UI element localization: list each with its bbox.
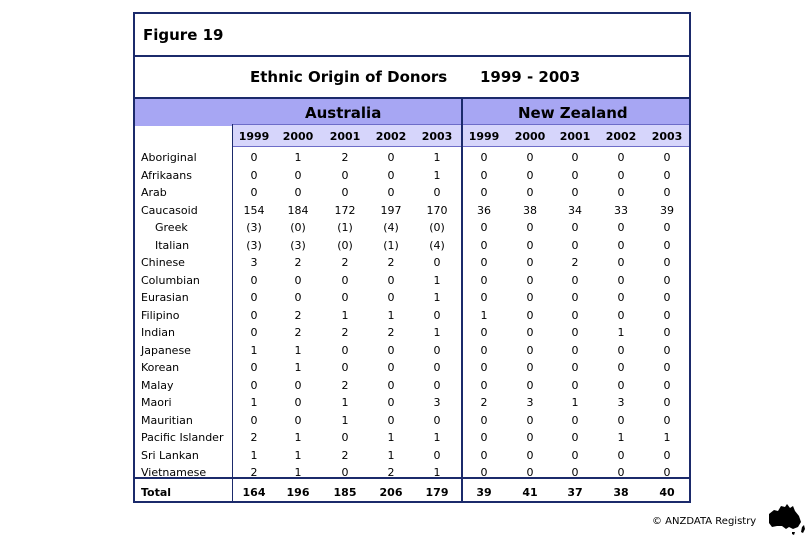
cell-arab-nz-2002: 0 bbox=[617, 186, 625, 199]
cell-filipino-nz-2002: 0 bbox=[617, 308, 625, 322]
cell-indian-aus-2000: 2 bbox=[294, 326, 302, 339]
year-header-aus-2001: 2001 bbox=[329, 130, 361, 143]
cell-caucasoid-nz-2002: 33 bbox=[614, 203, 628, 217]
row-label-mauritian: Mauritian bbox=[141, 413, 193, 427]
cell-indian-aus-2001: 2 bbox=[341, 326, 349, 339]
cell-filipino-aus-2000: 2 bbox=[294, 308, 302, 322]
cell-maori-nz-2002: 3 bbox=[617, 396, 625, 409]
cell-eurasian-nz-2002: 0 bbox=[617, 291, 625, 304]
row-label-pacific-islander: Pacific Islander bbox=[141, 431, 224, 444]
total-label: Total bbox=[141, 486, 172, 499]
row-label-aboriginal: Aboriginal bbox=[141, 151, 197, 164]
cell-caucasoid-aus-2003: 170 bbox=[426, 203, 448, 217]
cell-maori-aus-2003: 3 bbox=[433, 396, 441, 409]
cell-sri-lankan-nz-2001: 0 bbox=[571, 448, 579, 462]
cell-korean-aus-2001: 0 bbox=[341, 361, 349, 374]
cell-italian-nz-2002: 0 bbox=[617, 238, 625, 252]
total-nz-1999: 39 bbox=[476, 486, 492, 499]
total-nz-2000: 41 bbox=[522, 486, 538, 499]
cell-greek-nz-2000: 0 bbox=[526, 221, 534, 234]
cell-vietnamese-aus-2001: 0 bbox=[341, 466, 349, 479]
cell-mauritian-nz-2000: 0 bbox=[526, 413, 534, 427]
region-australia: Australia bbox=[305, 104, 382, 122]
cell-malay-aus-2003: 0 bbox=[433, 378, 441, 392]
cell-eurasian-nz-2000: 0 bbox=[526, 291, 534, 304]
cell-malay-aus-2002: 0 bbox=[387, 378, 395, 392]
cell-filipino-aus-2003: 0 bbox=[433, 308, 441, 322]
year-header-nz-1999: 1999 bbox=[468, 130, 500, 143]
cell-sri-lankan-aus-2001: 2 bbox=[341, 448, 349, 462]
row-label-sri-lankan: Sri Lankan bbox=[141, 448, 199, 462]
cell-eurasian-nz-2003: 0 bbox=[663, 291, 671, 304]
cell-korean-nz-2003: 0 bbox=[663, 361, 671, 374]
cell-malay-aus-2000: 0 bbox=[294, 378, 302, 392]
cell-vietnamese-aus-2002: 2 bbox=[387, 466, 395, 479]
cell-maori-nz-2000: 3 bbox=[526, 396, 534, 409]
cell-maori-aus-1999: 1 bbox=[250, 396, 258, 409]
cell-eurasian-aus-2000: 0 bbox=[294, 291, 302, 304]
cell-japanese-aus-2001: 0 bbox=[341, 343, 349, 357]
year-header-nz-2002: 2002 bbox=[605, 130, 637, 143]
cell-eurasian-aus-2001: 0 bbox=[341, 291, 349, 304]
cell-chinese-nz-2003: 0 bbox=[663, 256, 671, 269]
cell-chinese-nz-1999: 0 bbox=[480, 256, 488, 269]
cell-columbian-aus-1999: 0 bbox=[250, 273, 258, 287]
cell-malay-nz-2001: 0 bbox=[571, 378, 579, 392]
cell-maori-aus-2000: 0 bbox=[294, 396, 302, 409]
cell-japanese-aus-2000: 1 bbox=[294, 343, 302, 357]
cell-afrikaans-nz-2003: 0 bbox=[663, 168, 671, 182]
cell-columbian-aus-2000: 0 bbox=[294, 273, 302, 287]
cell-indian-nz-2000: 0 bbox=[526, 326, 534, 339]
cell-chinese-aus-2000: 2 bbox=[294, 256, 302, 269]
cell-japanese-nz-1999: 0 bbox=[480, 343, 488, 357]
cell-japanese-nz-2000: 0 bbox=[526, 343, 534, 357]
cell-italian-nz-2001: 0 bbox=[571, 238, 579, 252]
cell-mauritian-aus-2002: 0 bbox=[387, 413, 395, 427]
row-label-korean: Korean bbox=[141, 361, 180, 374]
cell-japanese-aus-2003: 0 bbox=[433, 343, 441, 357]
cell-columbian-aus-2001: 0 bbox=[341, 273, 349, 287]
year-header-nz-2003: 2003 bbox=[651, 130, 683, 143]
cell-italian-aus-1999: (3) bbox=[246, 238, 262, 252]
row-label-malay: Malay bbox=[141, 378, 174, 392]
cell-korean-aus-2000: 1 bbox=[294, 361, 302, 374]
cell-pacific-islander-nz-1999: 0 bbox=[480, 431, 488, 444]
cell-mauritian-aus-2001: 1 bbox=[341, 413, 349, 427]
year-header-nz-2000: 2000 bbox=[514, 130, 546, 143]
cell-eurasian-aus-2002: 0 bbox=[387, 291, 395, 304]
row-label-greek: Greek bbox=[155, 221, 188, 234]
total-aus-2000: 196 bbox=[286, 486, 310, 499]
row-label-caucasoid: Caucasoid bbox=[141, 203, 198, 217]
cell-korean-aus-2002: 0 bbox=[387, 361, 395, 374]
cell-filipino-nz-1999: 1 bbox=[480, 308, 488, 322]
total-aus-2001: 185 bbox=[333, 486, 357, 499]
cell-japanese-nz-2001: 0 bbox=[571, 343, 579, 357]
total-aus-2002: 206 bbox=[379, 486, 403, 499]
total-nz-2003: 40 bbox=[659, 486, 675, 499]
cell-arab-aus-2000: 0 bbox=[294, 186, 302, 199]
cell-indian-aus-2002: 2 bbox=[387, 326, 395, 339]
cell-vietnamese-nz-1999: 0 bbox=[480, 466, 488, 479]
cell-afrikaans-aus-2003: 1 bbox=[433, 168, 441, 182]
cell-eurasian-aus-1999: 0 bbox=[250, 291, 258, 304]
cell-indian-nz-1999: 0 bbox=[480, 326, 488, 339]
cell-arab-nz-1999: 0 bbox=[480, 186, 488, 199]
cell-sri-lankan-nz-2000: 0 bbox=[526, 448, 534, 462]
row-label-arab: Arab bbox=[141, 186, 167, 199]
copyright-footer: © ANZDATA Registry bbox=[652, 516, 757, 527]
cell-mauritian-nz-2003: 0 bbox=[663, 413, 671, 427]
cell-malay-aus-2001: 2 bbox=[341, 378, 349, 392]
cell-italian-nz-2000: 0 bbox=[526, 238, 534, 252]
total-divider bbox=[135, 477, 689, 479]
cell-mauritian-aus-2000: 0 bbox=[294, 413, 302, 427]
cell-aboriginal-nz-2002: 0 bbox=[617, 151, 625, 164]
cell-afrikaans-aus-2002: 0 bbox=[387, 168, 395, 182]
cell-sri-lankan-aus-1999: 1 bbox=[250, 448, 258, 462]
cell-columbian-nz-1999: 0 bbox=[480, 273, 488, 287]
row-label-afrikaans: Afrikaans bbox=[141, 168, 192, 182]
cell-italian-aus-2002: (1) bbox=[383, 238, 399, 252]
cell-greek-aus-2000: (0) bbox=[290, 221, 306, 234]
cell-greek-aus-2001: (1) bbox=[337, 221, 353, 234]
cell-chinese-nz-2000: 0 bbox=[526, 256, 534, 269]
cell-sri-lankan-nz-1999: 0 bbox=[480, 448, 488, 462]
cell-filipino-nz-2001: 0 bbox=[571, 308, 579, 322]
cell-arab-aus-2003: 0 bbox=[433, 186, 441, 199]
cell-chinese-aus-2001: 2 bbox=[341, 256, 349, 269]
cell-filipino-aus-2001: 1 bbox=[341, 308, 349, 322]
cell-arab-nz-2001: 0 bbox=[571, 186, 579, 199]
cell-pacific-islander-nz-2003: 1 bbox=[663, 431, 671, 444]
cell-greek-aus-1999: (3) bbox=[246, 221, 262, 234]
total-nz-2002: 38 bbox=[613, 486, 629, 499]
cell-chinese-nz-2001: 2 bbox=[571, 256, 579, 269]
cell-pacific-islander-aus-2000: 1 bbox=[294, 431, 302, 444]
cell-arab-aus-1999: 0 bbox=[250, 186, 258, 199]
cell-columbian-aus-2003: 1 bbox=[433, 273, 441, 287]
cell-filipino-nz-2000: 0 bbox=[526, 308, 534, 322]
cell-chinese-aus-1999: 3 bbox=[250, 256, 258, 269]
cell-sri-lankan-aus-2003: 0 bbox=[433, 448, 441, 462]
cell-mauritian-nz-2001: 0 bbox=[571, 413, 579, 427]
cell-filipino-nz-2003: 0 bbox=[663, 308, 671, 322]
cell-indian-aus-1999: 0 bbox=[250, 326, 258, 339]
cell-columbian-nz-2002: 0 bbox=[617, 273, 625, 287]
year-header-nz-2001: 2001 bbox=[559, 130, 591, 143]
cell-afrikaans-nz-2001: 0 bbox=[571, 168, 579, 182]
cell-vietnamese-nz-2002: 0 bbox=[617, 466, 625, 479]
cell-malay-nz-1999: 0 bbox=[480, 378, 488, 392]
cell-greek-nz-2001: 0 bbox=[571, 221, 579, 234]
cell-greek-aus-2003: (0) bbox=[429, 221, 445, 234]
cell-pacific-islander-nz-2002: 1 bbox=[617, 431, 625, 444]
region-header-band bbox=[135, 97, 689, 126]
cell-chinese-nz-2002: 0 bbox=[617, 256, 625, 269]
cell-italian-aus-2003: (4) bbox=[429, 238, 445, 252]
cell-filipino-aus-2002: 1 bbox=[387, 308, 395, 322]
cell-italian-aus-2000: (3) bbox=[290, 238, 306, 252]
cell-sri-lankan-nz-2003: 0 bbox=[663, 448, 671, 462]
cell-korean-aus-1999: 0 bbox=[250, 361, 258, 374]
row-label-indian: Indian bbox=[141, 326, 175, 339]
cell-italian-nz-1999: 0 bbox=[480, 238, 488, 252]
cell-caucasoid-aus-2000: 184 bbox=[287, 203, 309, 217]
cell-japanese-aus-1999: 1 bbox=[250, 343, 258, 357]
cell-aboriginal-nz-2000: 0 bbox=[526, 151, 534, 164]
cell-afrikaans-nz-2000: 0 bbox=[526, 168, 534, 182]
cell-arab-aus-2001: 0 bbox=[341, 186, 349, 199]
cell-sri-lankan-nz-2002: 0 bbox=[617, 448, 625, 462]
cell-caucasoid-aus-2002: 197 bbox=[380, 203, 402, 217]
cell-maori-nz-2003: 0 bbox=[663, 396, 671, 409]
title-divider bbox=[135, 55, 689, 57]
cell-arab-nz-2003: 0 bbox=[663, 186, 671, 199]
cell-aboriginal-nz-2003: 0 bbox=[663, 151, 671, 164]
cell-afrikaans-aus-2000: 0 bbox=[294, 168, 302, 182]
cell-pacific-islander-aus-1999: 2 bbox=[250, 431, 258, 444]
row-label-eurasian: Eurasian bbox=[141, 291, 189, 304]
cell-vietnamese-nz-2000: 0 bbox=[526, 466, 534, 479]
year-header-aus-2003: 2003 bbox=[421, 130, 453, 143]
cell-indian-nz-2001: 0 bbox=[571, 326, 579, 339]
cell-afrikaans-aus-2001: 0 bbox=[341, 168, 349, 182]
cell-chinese-aus-2003: 0 bbox=[433, 256, 441, 269]
cell-aboriginal-aus-2001: 2 bbox=[341, 151, 349, 164]
cell-mauritian-nz-1999: 0 bbox=[480, 413, 488, 427]
cell-columbian-nz-2003: 0 bbox=[663, 273, 671, 287]
cell-pacific-islander-nz-2001: 0 bbox=[571, 431, 579, 444]
row-label-maori: Maori bbox=[141, 396, 172, 409]
cell-malay-nz-2003: 0 bbox=[663, 378, 671, 392]
total-aus-2003: 179 bbox=[425, 486, 449, 499]
cell-caucasoid-nz-2000: 38 bbox=[523, 203, 537, 217]
cell-caucasoid-aus-1999: 154 bbox=[243, 203, 265, 217]
cell-korean-nz-2001: 0 bbox=[571, 361, 579, 374]
cell-arab-nz-2000: 0 bbox=[526, 186, 534, 199]
cell-indian-nz-2003: 0 bbox=[663, 326, 671, 339]
cell-pacific-islander-aus-2001: 0 bbox=[341, 431, 349, 444]
cell-pacific-islander-aus-2003: 1 bbox=[433, 431, 441, 444]
cell-aboriginal-aus-2003: 1 bbox=[433, 151, 441, 164]
cell-greek-nz-2002: 0 bbox=[617, 221, 625, 234]
cell-caucasoid-nz-1999: 36 bbox=[477, 203, 491, 217]
cell-aboriginal-nz-1999: 0 bbox=[480, 151, 488, 164]
cell-maori-aus-2002: 0 bbox=[387, 396, 395, 409]
row-label-japanese: Japanese bbox=[141, 343, 191, 357]
cell-greek-nz-1999: 0 bbox=[480, 221, 488, 234]
total-aus-1999: 164 bbox=[242, 486, 266, 499]
cell-mauritian-aus-2003: 0 bbox=[433, 413, 441, 427]
row-label-vietnamese: Vietnamese bbox=[141, 466, 207, 479]
year-range: 1999 - 2003 bbox=[480, 68, 581, 86]
cell-greek-aus-2002: (4) bbox=[383, 221, 399, 234]
cell-caucasoid-nz-2003: 39 bbox=[660, 203, 674, 217]
cell-maori-nz-1999: 2 bbox=[480, 396, 488, 409]
cell-japanese-aus-2002: 0 bbox=[387, 343, 395, 357]
cell-columbian-nz-2001: 0 bbox=[571, 273, 579, 287]
cell-mauritian-aus-1999: 0 bbox=[250, 413, 258, 427]
cell-aboriginal-aus-2002: 0 bbox=[387, 151, 395, 164]
cell-caucasoid-aus-2001: 172 bbox=[334, 203, 356, 217]
cell-malay-nz-2002: 0 bbox=[617, 378, 625, 392]
cell-eurasian-aus-2003: 1 bbox=[433, 291, 441, 304]
australia-map-logo-icon bbox=[766, 502, 806, 540]
cell-afrikaans-nz-1999: 0 bbox=[480, 168, 488, 182]
cell-eurasian-nz-1999: 0 bbox=[480, 291, 488, 304]
cell-korean-aus-2003: 0 bbox=[433, 361, 441, 374]
cell-chinese-aus-2002: 2 bbox=[387, 256, 395, 269]
year-header-aus-2002: 2002 bbox=[375, 130, 407, 143]
year-header-aus-1999: 1999 bbox=[238, 130, 270, 143]
cell-columbian-nz-2000: 0 bbox=[526, 273, 534, 287]
cell-columbian-aus-2002: 0 bbox=[387, 273, 395, 287]
cell-maori-nz-2001: 1 bbox=[571, 396, 579, 409]
cell-malay-aus-1999: 0 bbox=[250, 378, 258, 392]
cell-italian-nz-2003: 0 bbox=[663, 238, 671, 252]
row-label-columbian: Columbian bbox=[141, 273, 200, 287]
cell-vietnamese-aus-1999: 2 bbox=[250, 466, 258, 479]
cell-japanese-nz-2003: 0 bbox=[663, 343, 671, 357]
cell-vietnamese-aus-2000: 1 bbox=[294, 466, 302, 479]
region-new-zealand: New Zealand bbox=[518, 104, 628, 122]
cell-afrikaans-nz-2002: 0 bbox=[617, 168, 625, 182]
row-label-italian: Italian bbox=[155, 238, 190, 252]
cell-aboriginal-aus-2000: 1 bbox=[294, 151, 302, 164]
cell-korean-nz-2002: 0 bbox=[617, 361, 625, 374]
cell-eurasian-nz-2001: 0 bbox=[571, 291, 579, 304]
cell-arab-aus-2002: 0 bbox=[387, 186, 395, 199]
cell-aboriginal-aus-1999: 0 bbox=[250, 151, 258, 164]
cell-pacific-islander-aus-2002: 1 bbox=[387, 431, 395, 444]
cell-indian-aus-2003: 1 bbox=[433, 326, 441, 339]
cell-mauritian-nz-2002: 0 bbox=[617, 413, 625, 427]
cell-vietnamese-nz-2003: 0 bbox=[663, 466, 671, 479]
cell-indian-nz-2002: 1 bbox=[617, 326, 625, 339]
cell-sri-lankan-aus-2002: 1 bbox=[387, 448, 395, 462]
cell-greek-nz-2003: 0 bbox=[663, 221, 671, 234]
total-nz-2001: 37 bbox=[567, 486, 583, 499]
table-title: Ethnic Origin of Donors bbox=[250, 68, 448, 86]
cell-filipino-aus-1999: 0 bbox=[250, 308, 258, 322]
cell-japanese-nz-2002: 0 bbox=[617, 343, 625, 357]
cell-korean-nz-1999: 0 bbox=[480, 361, 488, 374]
cell-malay-nz-2000: 0 bbox=[526, 378, 534, 392]
cell-maori-aus-2001: 1 bbox=[341, 396, 349, 409]
cell-italian-aus-2001: (0) bbox=[337, 238, 353, 252]
cell-korean-nz-2000: 0 bbox=[526, 361, 534, 374]
cell-vietnamese-aus-2003: 1 bbox=[433, 466, 441, 479]
row-label-chinese: Chinese bbox=[141, 256, 185, 269]
cell-vietnamese-nz-2001: 0 bbox=[571, 466, 579, 479]
cell-sri-lankan-aus-2000: 1 bbox=[294, 448, 302, 462]
row-label-filipino: Filipino bbox=[141, 308, 180, 322]
cell-afrikaans-aus-1999: 0 bbox=[250, 168, 258, 182]
figure-frame bbox=[133, 12, 691, 503]
year-header-aus-2000: 2000 bbox=[282, 130, 314, 143]
figure-label: Figure 19 bbox=[143, 26, 224, 44]
cell-pacific-islander-nz-2000: 0 bbox=[526, 431, 534, 444]
cell-caucasoid-nz-2001: 34 bbox=[568, 203, 582, 217]
cell-aboriginal-nz-2001: 0 bbox=[571, 151, 579, 164]
